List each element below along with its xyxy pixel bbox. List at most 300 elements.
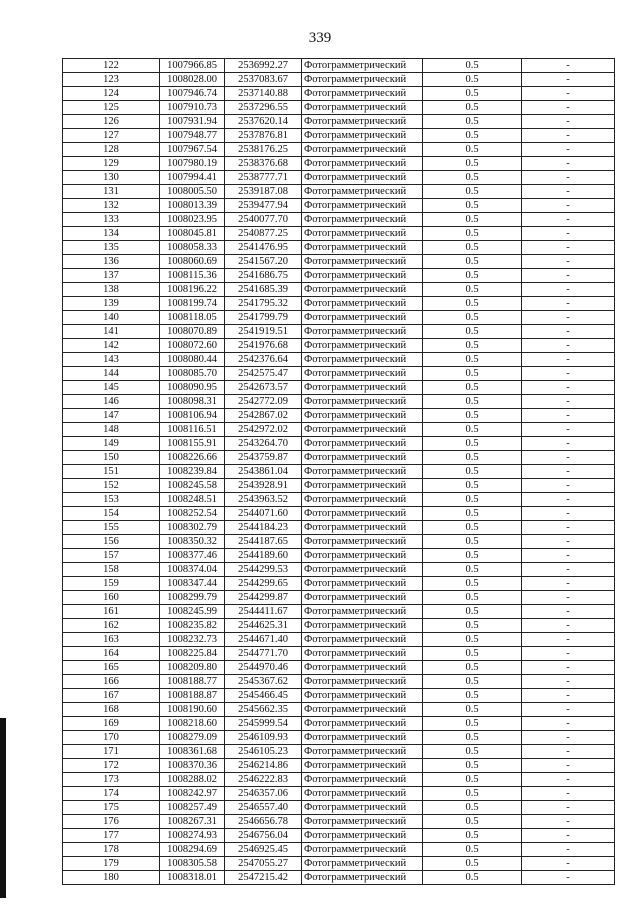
note-cell: - [522, 423, 615, 437]
point-number-cell: 168 [63, 703, 160, 717]
note-cell: - [522, 353, 615, 367]
y-coordinate-cell: 2537620.14 [225, 115, 302, 129]
method-cell: Фотограмметрический [302, 535, 423, 549]
error-cell: 0.5 [423, 353, 522, 367]
point-number-cell: 174 [63, 787, 160, 801]
method-cell: Фотограмметрический [302, 829, 423, 843]
table-row [63, 479, 615, 493]
x-coordinate-cell: 1008239.84 [160, 465, 225, 479]
method-cell: Фотограмметрический [302, 493, 423, 507]
method-cell: Фотограмметрический [302, 605, 423, 619]
y-coordinate-cell: 2537140.88 [225, 87, 302, 101]
table-row [63, 647, 615, 661]
error-cell: 0.5 [423, 787, 522, 801]
point-number-cell: 175 [63, 801, 160, 815]
point-number-cell: 135 [63, 241, 160, 255]
x-coordinate-cell: 1008294.69 [160, 843, 225, 857]
point-number-cell: 160 [63, 591, 160, 605]
point-number-cell: 144 [63, 367, 160, 381]
y-coordinate-cell: 2544189.60 [225, 549, 302, 563]
y-coordinate-cell: 2542867.02 [225, 409, 302, 423]
note-cell: - [522, 773, 615, 787]
x-coordinate-cell: 1008299.79 [160, 591, 225, 605]
table-row [63, 563, 615, 577]
table-row [63, 605, 615, 619]
table-row [63, 535, 615, 549]
error-cell: 0.5 [423, 633, 522, 647]
y-coordinate-cell: 2544299.65 [225, 577, 302, 591]
y-coordinate-cell: 2541795.32 [225, 297, 302, 311]
error-cell: 0.5 [423, 577, 522, 591]
table-row [63, 353, 615, 367]
method-cell: Фотограмметрический [302, 115, 423, 129]
method-cell: Фотограмметрический [302, 857, 423, 871]
error-cell: 0.5 [423, 199, 522, 213]
point-number-cell: 164 [63, 647, 160, 661]
method-cell: Фотограмметрический [302, 437, 423, 451]
note-cell: - [522, 843, 615, 857]
x-coordinate-cell: 1008023.95 [160, 213, 225, 227]
y-coordinate-cell: 2541567.20 [225, 255, 302, 269]
point-number-cell: 149 [63, 437, 160, 451]
x-coordinate-cell: 1008045.81 [160, 227, 225, 241]
x-coordinate-cell: 1008302.79 [160, 521, 225, 535]
table-row [63, 381, 615, 395]
point-number-cell: 176 [63, 815, 160, 829]
table-row [63, 633, 615, 647]
table-row [63, 297, 615, 311]
point-number-cell: 139 [63, 297, 160, 311]
method-cell: Фотограмметрический [302, 451, 423, 465]
table-row [63, 101, 615, 115]
point-number-cell: 131 [63, 185, 160, 199]
error-cell: 0.5 [423, 87, 522, 101]
error-cell: 0.5 [423, 269, 522, 283]
y-coordinate-cell: 2541685.39 [225, 283, 302, 297]
note-cell: - [522, 605, 615, 619]
method-cell: Фотограмметрический [302, 213, 423, 227]
note-cell: - [522, 647, 615, 661]
method-cell: Фотограмметрический [302, 143, 423, 157]
y-coordinate-cell: 2543264.70 [225, 437, 302, 451]
method-cell: Фотограмметрический [302, 199, 423, 213]
note-cell: - [522, 185, 615, 199]
x-coordinate-cell: 1008267.31 [160, 815, 225, 829]
x-coordinate-cell: 1008188.87 [160, 689, 225, 703]
y-coordinate-cell: 2538777.71 [225, 171, 302, 185]
y-coordinate-cell: 2544187.65 [225, 535, 302, 549]
x-coordinate-cell: 1007946.74 [160, 87, 225, 101]
method-cell: Фотограмметрический [302, 465, 423, 479]
note-cell: - [522, 143, 615, 157]
point-number-cell: 136 [63, 255, 160, 269]
y-coordinate-cell: 2546925.45 [225, 843, 302, 857]
method-cell: Фотограмметрический [302, 325, 423, 339]
y-coordinate-cell: 2545367.62 [225, 675, 302, 689]
x-coordinate-cell: 1008361.68 [160, 745, 225, 759]
x-coordinate-cell: 1008005.50 [160, 185, 225, 199]
table-row [63, 493, 615, 507]
point-number-cell: 127 [63, 129, 160, 143]
table-row [63, 717, 615, 731]
table-row [63, 409, 615, 423]
error-cell: 0.5 [423, 311, 522, 325]
method-cell: Фотограмметрический [302, 297, 423, 311]
method-cell: Фотограмметрический [302, 73, 423, 87]
method-cell: Фотограмметрический [302, 367, 423, 381]
y-coordinate-cell: 2544299.53 [225, 563, 302, 577]
point-number-cell: 147 [63, 409, 160, 423]
method-cell: Фотограмметрический [302, 87, 423, 101]
table-row [63, 185, 615, 199]
y-coordinate-cell: 2547055.27 [225, 857, 302, 871]
table-row [63, 59, 615, 73]
point-number-cell: 133 [63, 213, 160, 227]
x-coordinate-cell: 1008115.36 [160, 269, 225, 283]
note-cell: - [522, 367, 615, 381]
note-cell: - [522, 213, 615, 227]
y-coordinate-cell: 2544625.31 [225, 619, 302, 633]
x-coordinate-cell: 1008072.60 [160, 339, 225, 353]
error-cell: 0.5 [423, 605, 522, 619]
note-cell: - [522, 479, 615, 493]
note-cell: - [522, 199, 615, 213]
point-number-cell: 148 [63, 423, 160, 437]
table-row [63, 843, 615, 857]
note-cell: - [522, 717, 615, 731]
method-cell: Фотограмметрический [302, 661, 423, 675]
point-number-cell: 125 [63, 101, 160, 115]
x-coordinate-cell: 1008225.84 [160, 647, 225, 661]
y-coordinate-cell: 2539477.94 [225, 199, 302, 213]
y-coordinate-cell: 2547215.42 [225, 871, 302, 885]
point-number-cell: 145 [63, 381, 160, 395]
coordinates-table [62, 58, 615, 885]
x-coordinate-cell: 1008190.60 [160, 703, 225, 717]
error-cell: 0.5 [423, 297, 522, 311]
method-cell: Фотограмметрический [302, 171, 423, 185]
table-row [63, 437, 615, 451]
note-cell: - [522, 535, 615, 549]
note-cell: - [522, 493, 615, 507]
method-cell: Фотограмметрический [302, 773, 423, 787]
method-cell: Фотограмметрический [302, 507, 423, 521]
y-coordinate-cell: 2541976.68 [225, 339, 302, 353]
y-coordinate-cell: 2541799.79 [225, 311, 302, 325]
point-number-cell: 138 [63, 283, 160, 297]
x-coordinate-cell: 1008058.33 [160, 241, 225, 255]
method-cell: Фотограмметрический [302, 633, 423, 647]
table-row [63, 619, 615, 633]
method-cell: Фотограмметрический [302, 843, 423, 857]
note-cell: - [522, 325, 615, 339]
error-cell: 0.5 [423, 773, 522, 787]
table-row [63, 241, 615, 255]
note-cell: - [522, 171, 615, 185]
method-cell: Фотограмметрический [302, 423, 423, 437]
note-cell: - [522, 759, 615, 773]
table-row [63, 549, 615, 563]
x-coordinate-cell: 1008116.51 [160, 423, 225, 437]
page-number: 339 [308, 30, 332, 46]
point-number-cell: 158 [63, 563, 160, 577]
error-cell: 0.5 [423, 129, 522, 143]
y-coordinate-cell: 2540077.70 [225, 213, 302, 227]
y-coordinate-cell: 2540877.25 [225, 227, 302, 241]
table-row [63, 871, 615, 885]
method-cell: Фотограмметрический [302, 157, 423, 171]
x-coordinate-cell: 1008370.36 [160, 759, 225, 773]
method-cell: Фотограмметрический [302, 787, 423, 801]
method-cell: Фотограмметрический [302, 521, 423, 535]
method-cell: Фотограмметрический [302, 549, 423, 563]
error-cell: 0.5 [423, 745, 522, 759]
table-row [63, 171, 615, 185]
error-cell: 0.5 [423, 143, 522, 157]
method-cell: Фотограмметрический [302, 395, 423, 409]
table-row [63, 311, 615, 325]
table-row [63, 661, 615, 675]
table-row [63, 129, 615, 143]
note-cell: - [522, 591, 615, 605]
table-row [63, 367, 615, 381]
error-cell: 0.5 [423, 549, 522, 563]
x-coordinate-cell: 1008080.44 [160, 353, 225, 367]
error-cell: 0.5 [423, 59, 522, 73]
point-number-cell: 129 [63, 157, 160, 171]
method-cell: Фотограмметрический [302, 241, 423, 255]
y-coordinate-cell: 2539187.08 [225, 185, 302, 199]
note-cell: - [522, 241, 615, 255]
x-coordinate-cell: 1008085.70 [160, 367, 225, 381]
point-number-cell: 137 [63, 269, 160, 283]
error-cell: 0.5 [423, 703, 522, 717]
table-row [63, 745, 615, 759]
method-cell: Фотограмметрический [302, 801, 423, 815]
note-cell: - [522, 815, 615, 829]
error-cell: 0.5 [423, 801, 522, 815]
x-coordinate-cell: 1007931.94 [160, 115, 225, 129]
x-coordinate-cell: 1008098.31 [160, 395, 225, 409]
note-cell: - [522, 101, 615, 115]
note-cell: - [522, 311, 615, 325]
method-cell: Фотограмметрический [302, 591, 423, 605]
point-number-cell: 141 [63, 325, 160, 339]
x-coordinate-cell: 1008252.54 [160, 507, 225, 521]
y-coordinate-cell: 2541476.95 [225, 241, 302, 255]
table-row [63, 773, 615, 787]
x-coordinate-cell: 1008118.05 [160, 311, 225, 325]
x-coordinate-cell: 1008279.09 [160, 731, 225, 745]
error-cell: 0.5 [423, 423, 522, 437]
y-coordinate-cell: 2545999.54 [225, 717, 302, 731]
y-coordinate-cell: 2544771.70 [225, 647, 302, 661]
x-coordinate-cell: 1008155.91 [160, 437, 225, 451]
table-row [63, 689, 615, 703]
error-cell: 0.5 [423, 857, 522, 871]
note-cell: - [522, 409, 615, 423]
point-number-cell: 177 [63, 829, 160, 843]
note-cell: - [522, 829, 615, 843]
table-row [63, 199, 615, 213]
table-row [63, 815, 615, 829]
x-coordinate-cell: 1008350.32 [160, 535, 225, 549]
x-coordinate-cell: 1008209.80 [160, 661, 225, 675]
error-cell: 0.5 [423, 395, 522, 409]
point-number-cell: 166 [63, 675, 160, 689]
x-coordinate-cell: 1007910.73 [160, 101, 225, 115]
note-cell: - [522, 745, 615, 759]
point-number-cell: 178 [63, 843, 160, 857]
method-cell: Фотограмметрический [302, 703, 423, 717]
error-cell: 0.5 [423, 255, 522, 269]
note-cell: - [522, 549, 615, 563]
point-number-cell: 140 [63, 311, 160, 325]
x-coordinate-cell: 1007994.41 [160, 171, 225, 185]
error-cell: 0.5 [423, 535, 522, 549]
note-cell: - [522, 787, 615, 801]
point-number-cell: 152 [63, 479, 160, 493]
error-cell: 0.5 [423, 717, 522, 731]
x-coordinate-cell: 1008257.49 [160, 801, 225, 815]
y-coordinate-cell: 2546222.83 [225, 773, 302, 787]
note-cell: - [522, 703, 615, 717]
error-cell: 0.5 [423, 661, 522, 675]
scan-edge-bar [0, 718, 6, 898]
note-cell: - [522, 871, 615, 885]
x-coordinate-cell: 1008013.39 [160, 199, 225, 213]
y-coordinate-cell: 2542575.47 [225, 367, 302, 381]
point-number-cell: 126 [63, 115, 160, 129]
table-row [63, 787, 615, 801]
y-coordinate-cell: 2545662.35 [225, 703, 302, 717]
y-coordinate-cell: 2546109.93 [225, 731, 302, 745]
table-row [63, 829, 615, 843]
point-number-cell: 128 [63, 143, 160, 157]
y-coordinate-cell: 2537876.81 [225, 129, 302, 143]
method-cell: Фотограмметрический [302, 101, 423, 115]
y-coordinate-cell: 2546557.40 [225, 801, 302, 815]
x-coordinate-cell: 1008226.66 [160, 451, 225, 465]
method-cell: Фотограмметрический [302, 227, 423, 241]
error-cell: 0.5 [423, 563, 522, 577]
error-cell: 0.5 [423, 241, 522, 255]
y-coordinate-cell: 2546756.04 [225, 829, 302, 843]
y-coordinate-cell: 2544184.23 [225, 521, 302, 535]
y-coordinate-cell: 2541686.75 [225, 269, 302, 283]
x-coordinate-cell: 1008235.82 [160, 619, 225, 633]
x-coordinate-cell: 1008245.58 [160, 479, 225, 493]
x-coordinate-cell: 1008028.00 [160, 73, 225, 87]
x-coordinate-cell: 1008070.89 [160, 325, 225, 339]
y-coordinate-cell: 2544970.46 [225, 661, 302, 675]
point-number-cell: 124 [63, 87, 160, 101]
coordinates-table-body [63, 59, 615, 885]
error-cell: 0.5 [423, 325, 522, 339]
error-cell: 0.5 [423, 213, 522, 227]
table-row [63, 451, 615, 465]
table-row [63, 759, 615, 773]
error-cell: 0.5 [423, 521, 522, 535]
note-cell: - [522, 563, 615, 577]
note-cell: - [522, 521, 615, 535]
point-number-cell: 167 [63, 689, 160, 703]
y-coordinate-cell: 2544411.67 [225, 605, 302, 619]
y-coordinate-cell: 2537296.55 [225, 101, 302, 115]
y-coordinate-cell: 2538376.68 [225, 157, 302, 171]
error-cell: 0.5 [423, 185, 522, 199]
method-cell: Фотограмметрический [302, 759, 423, 773]
note-cell: - [522, 619, 615, 633]
error-cell: 0.5 [423, 829, 522, 843]
table-row [63, 213, 615, 227]
y-coordinate-cell: 2546214.86 [225, 759, 302, 773]
point-number-cell: 151 [63, 465, 160, 479]
point-number-cell: 154 [63, 507, 160, 521]
point-number-cell: 156 [63, 535, 160, 549]
note-cell: - [522, 157, 615, 171]
note-cell: - [522, 577, 615, 591]
method-cell: Фотограмметрический [302, 689, 423, 703]
x-coordinate-cell: 1008305.58 [160, 857, 225, 871]
note-cell: - [522, 73, 615, 87]
note-cell: - [522, 339, 615, 353]
point-number-cell: 150 [63, 451, 160, 465]
method-cell: Фотограмметрический [302, 59, 423, 73]
x-coordinate-cell: 1008288.02 [160, 773, 225, 787]
table-row [63, 255, 615, 269]
method-cell: Фотограмметрический [302, 381, 423, 395]
error-cell: 0.5 [423, 843, 522, 857]
error-cell: 0.5 [423, 493, 522, 507]
method-cell: Фотограмметрический [302, 129, 423, 143]
error-cell: 0.5 [423, 283, 522, 297]
point-number-cell: 153 [63, 493, 160, 507]
table-row [63, 675, 615, 689]
y-coordinate-cell: 2543861.04 [225, 465, 302, 479]
note-cell: - [522, 59, 615, 73]
note-cell: - [522, 437, 615, 451]
point-number-cell: 132 [63, 199, 160, 213]
x-coordinate-cell: 1008106.94 [160, 409, 225, 423]
table-row [63, 577, 615, 591]
x-coordinate-cell: 1007948.77 [160, 129, 225, 143]
method-cell: Фотограмметрический [302, 647, 423, 661]
y-coordinate-cell: 2542972.02 [225, 423, 302, 437]
x-coordinate-cell: 1008199.74 [160, 297, 225, 311]
note-cell: - [522, 395, 615, 409]
method-cell: Фотограмметрический [302, 745, 423, 759]
y-coordinate-cell: 2541919.51 [225, 325, 302, 339]
x-coordinate-cell: 1007967.54 [160, 143, 225, 157]
point-number-cell: 171 [63, 745, 160, 759]
point-number-cell: 155 [63, 521, 160, 535]
table-row [63, 507, 615, 521]
note-cell: - [522, 269, 615, 283]
error-cell: 0.5 [423, 409, 522, 423]
note-cell: - [522, 857, 615, 871]
point-number-cell: 122 [63, 59, 160, 73]
table-row [63, 73, 615, 87]
error-cell: 0.5 [423, 101, 522, 115]
x-coordinate-cell: 1008242.97 [160, 787, 225, 801]
point-number-cell: 130 [63, 171, 160, 185]
y-coordinate-cell: 2546357.06 [225, 787, 302, 801]
point-number-cell: 157 [63, 549, 160, 563]
x-coordinate-cell: 1007966.85 [160, 59, 225, 73]
error-cell: 0.5 [423, 507, 522, 521]
method-cell: Фотограмметрический [302, 731, 423, 745]
